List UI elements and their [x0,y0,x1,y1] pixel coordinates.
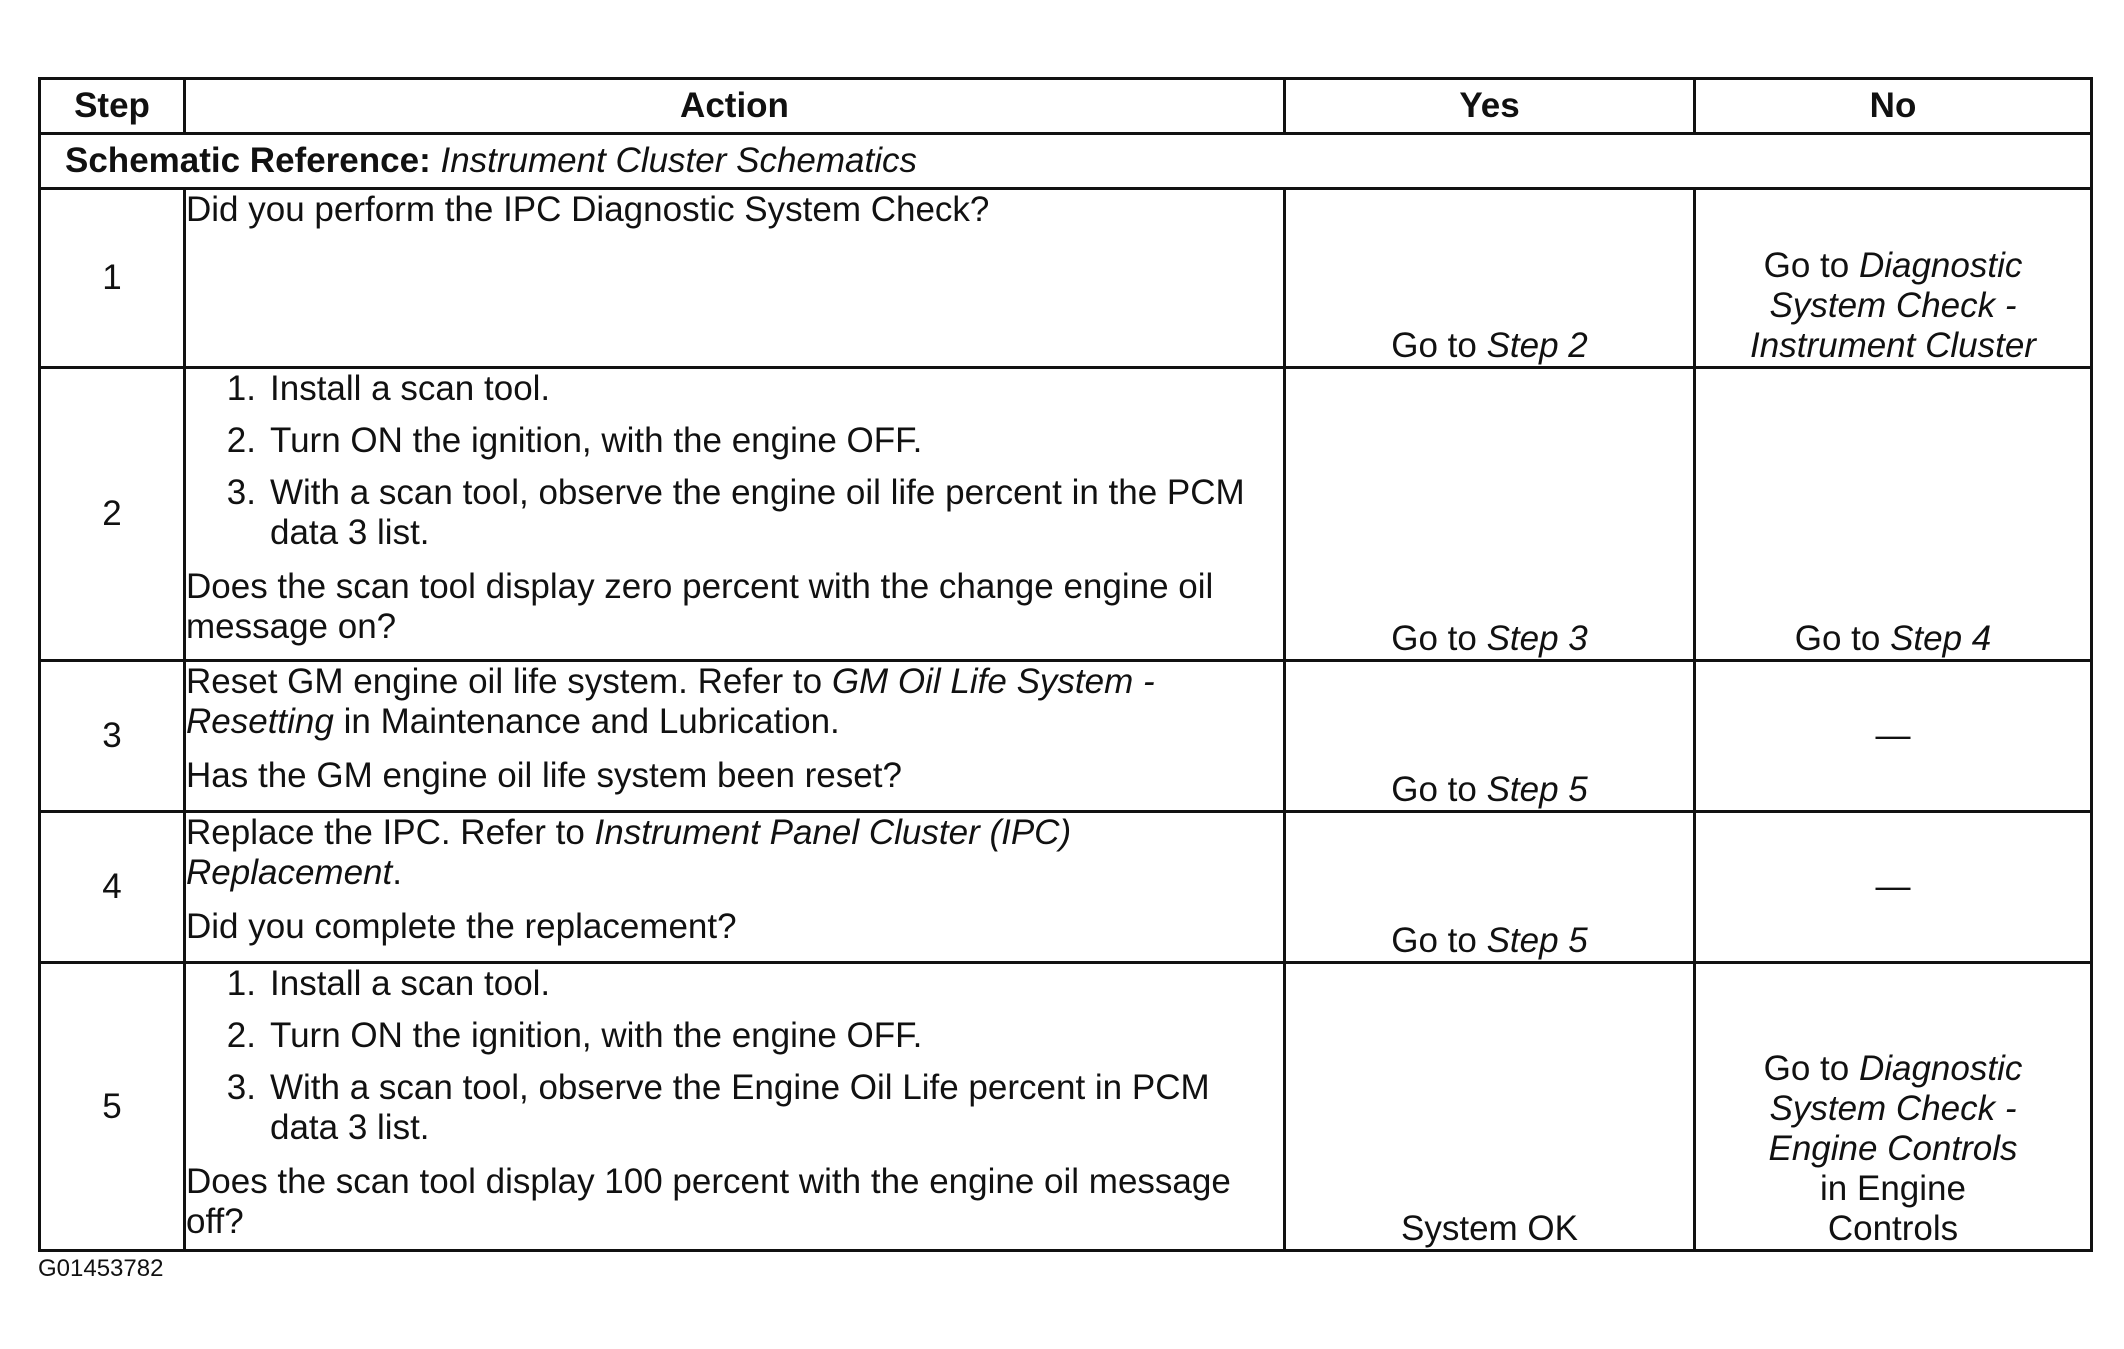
action-cell [185,812,1285,963]
no-cell: — [1695,812,2092,963]
instruction-text: Replace the IPC. Refer to [186,813,585,852]
table-row [40,661,2092,812]
no-cell [1695,368,2092,661]
action-instruction [186,813,1283,893]
list-item [186,369,1283,409]
instruction-ref-link[interactable]: GM Oil Life System - Resetting [186,662,1155,741]
instruction-text: Reset GM engine oil life system. Refer to [186,662,823,701]
yes-cell [1285,812,1695,963]
schematic-reference-row [40,134,2092,189]
header-yes: Yes [1285,79,1695,134]
yes-cell [1285,661,1695,812]
substep-number: 1. [226,369,256,408]
schematic-label: Schematic Reference: [65,141,431,180]
substep-text: Turn ON the ignition, with the engine OFF. [270,1016,923,1055]
list-item [186,1016,1283,1056]
no-ref-link[interactable]: Diagnostic [1858,1049,2023,1088]
no-cell [1695,963,2092,1251]
substep-number: 3. [226,1068,256,1107]
yes-prefix: Go to [1391,619,1477,658]
header-row [40,79,2092,134]
list-item [186,473,1283,553]
yes-prefix: Go to [1391,921,1477,960]
action-question: Did you complete the replacement? [186,907,737,946]
substep-number: 3. [226,473,256,512]
no-step-link[interactable]: Step 4 [1890,619,1992,658]
header-no: No [1695,79,2092,134]
action-question: Has the GM engine oil life system been reset? [186,756,902,795]
list-item [186,421,1283,461]
action-question: Did you perform the IPC Diagnostic System Check? [186,190,990,229]
list-item [186,1068,1283,1148]
yes-cell: System OK [1285,963,1695,1251]
no-suffix: Controls [1827,1209,1959,1248]
table-row [40,812,2092,963]
no-prefix: Go to [1763,246,1850,285]
table-row [40,189,2092,368]
no-cell [1695,189,2092,368]
action-question: Does the scan tool display zero percent with the change engine oil message on? [186,567,1214,646]
no-ref-link[interactable]: Instrument Cluster [1750,326,2036,365]
schematic-ref-link[interactable]: Instrument Cluster Schematics [440,141,918,180]
no-ref-link[interactable]: System Check - [1769,286,2017,325]
header-step: Step [40,79,185,134]
instruction-text: in Maintenance and Lubrication. [343,702,840,741]
no-ref-link[interactable]: Diagnostic [1858,246,2023,285]
table-row [40,963,2092,1251]
substep-list [186,369,1283,553]
no-prefix: Go to [1794,619,1881,658]
yes-step-link[interactable]: Step 5 [1486,921,1588,960]
step-number: 3 [40,661,185,812]
substep-number: 2. [226,1016,256,1055]
no-prefix: Go to [1763,1049,1850,1088]
substep-text: Install a scan tool. [270,964,551,1003]
step-number: 1 [40,189,185,368]
substep-text: With a scan tool, observe the engine oil life percent in the PCM data 3 list. [270,473,1245,552]
step-number: 2 [40,368,185,661]
yes-prefix: Go to [1391,770,1477,809]
figure-id: G01453782 [38,1255,164,1282]
substep-number: 2. [226,421,256,460]
substep-number: 1. [226,964,256,1003]
action-question: Does the scan tool display 100 percent with the engine oil message off? [186,1162,1231,1241]
action-cell [185,368,1285,661]
yes-step-link[interactable]: Step 5 [1486,770,1588,809]
substep-text: Turn ON the ignition, with the engine OFF. [270,421,923,460]
yes-cell [1285,368,1695,661]
yes-cell [1285,189,1695,368]
substep-text: With a scan tool, observe the Engine Oil Life percent in PCM data 3 list. [270,1068,1210,1147]
schematic-reference [40,134,2092,189]
no-ref-link[interactable]: System Check - [1769,1089,2017,1128]
no-ref-link[interactable]: Engine Controls [1768,1129,2018,1168]
step-number: 5 [40,963,185,1251]
list-item [186,964,1283,1004]
yes-prefix: Go to [1391,326,1477,365]
no-cell: — [1695,661,2092,812]
yes-step-link[interactable]: Step 3 [1486,619,1588,658]
table-row [40,368,2092,661]
step-number: 4 [40,812,185,963]
yes-step-link[interactable]: Step 2 [1486,326,1588,365]
instruction-ref-link[interactable]: Instrument Panel Cluster (IPC) Replacement [186,813,1072,892]
action-cell [185,189,1285,368]
header-action: Action [185,79,1285,134]
diagnostic-table [38,77,2093,1252]
action-cell [185,661,1285,812]
substep-list [186,964,1283,1148]
action-cell [185,963,1285,1251]
action-instruction [186,662,1283,742]
instruction-text: . [392,853,402,892]
no-suffix: in Engine [1820,1169,1966,1208]
substep-text: Install a scan tool. [270,369,551,408]
